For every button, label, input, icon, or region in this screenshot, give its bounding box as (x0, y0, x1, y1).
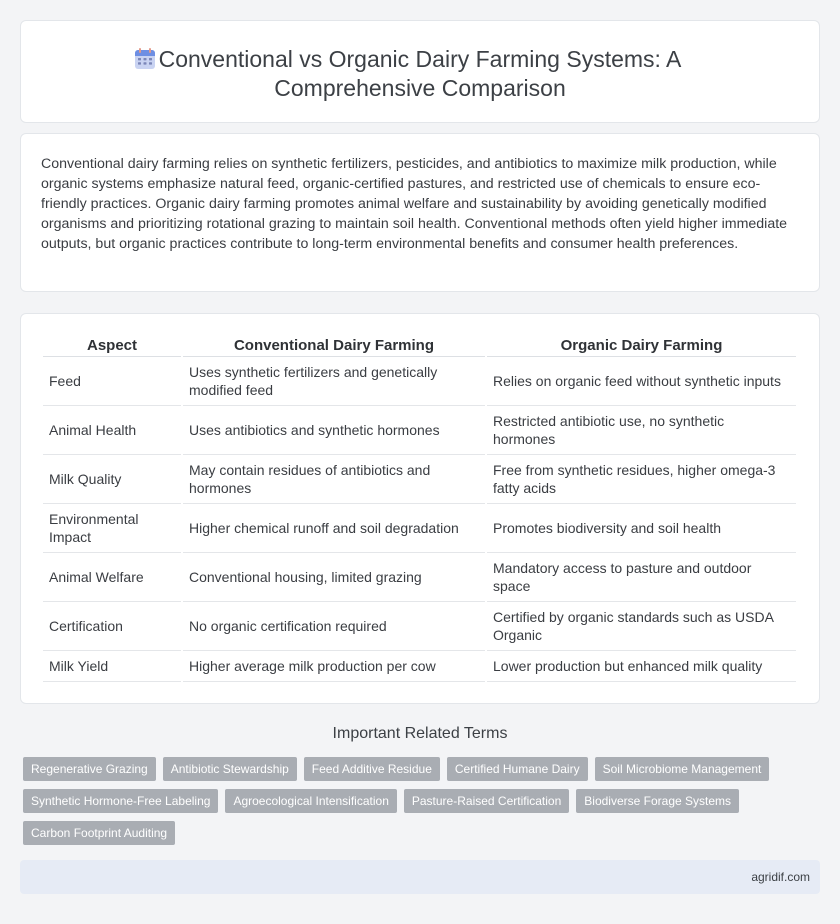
header-card (20, 20, 820, 123)
intro-card (20, 133, 820, 292)
cell-organic: Certified by organic standards such as USDA Organic (487, 602, 796, 651)
tag-carbon-footprint-auditing[interactable]: Carbon Footprint Auditing (23, 821, 175, 845)
cell-organic: Free from synthetic residues, higher omega-3 fatty acids (487, 455, 796, 504)
tag-agroecological-intensification[interactable]: Agroecological Intensification (225, 789, 396, 813)
cell-aspect: Milk Quality (43, 455, 181, 504)
cell-organic: Lower production but enhanced milk quality (487, 651, 796, 682)
cell-conventional: Higher chemical runoff and soil degradation (183, 504, 485, 553)
cell-conventional: Uses antibiotics and synthetic hormones (183, 406, 485, 455)
table-row (43, 651, 796, 682)
cell-aspect: Animal Health (43, 406, 181, 455)
cell-conventional: Conventional housing, limited grazing (183, 553, 485, 602)
table-row (43, 455, 796, 504)
cell-conventional: Uses synthetic fertilizers and genetically modified feed (183, 357, 485, 406)
tag-antibiotic-stewardship[interactable]: Antibiotic Stewardship (163, 757, 297, 781)
tag-soil-microbiome-management[interactable]: Soil Microbiome Management (595, 757, 770, 781)
intro-paragraph: Conventional dairy farming relies on synthetic fertilizers, pesticides, and antibiotics to maximize milk production, while organic systems emphasize natural feed, organic-certified pastures, and restricted use of chemicals to ensure eco-friendly practices. Organic dairy farming promotes animal welfare and sustainability by avoiding genetically modified organisms and prioritizing rotational grazing to maintain soil health. Conventional methods often yield higher immediate outputs, but organic practices contribute to long-term environmental benefits and consumer health preferences. (41, 156, 788, 252)
tag-feed-additive-residue[interactable]: Feed Additive Residue (304, 757, 440, 781)
tag-pasture-raised-certification[interactable]: Pasture-Raised Certification (404, 789, 569, 813)
related-terms-heading: Important Related Terms (332, 725, 508, 742)
comparison-table-card (20, 313, 820, 704)
cell-conventional: Higher average milk production per cow (183, 651, 485, 682)
cell-aspect: Feed (43, 357, 181, 406)
header-conventional: Conventional Dairy Farming (183, 334, 485, 357)
cell-conventional: May contain residues of antibiotics and hormones (183, 455, 485, 504)
tag-biodiverse-forage-systems[interactable]: Biodiverse Forage Systems (576, 789, 739, 813)
tag-synthetic-hormone-free-labeling[interactable]: Synthetic Hormone-Free Labeling (23, 789, 218, 813)
page-title: Conventional vs Organic Dairy Farming Systems: A Comprehensive Comparison (158, 46, 682, 101)
cell-conventional: No organic certification required (183, 602, 485, 651)
tag-regenerative-grazing[interactable]: Regenerative Grazing (23, 757, 156, 781)
cell-organic: Mandatory access to pasture and outdoor space (487, 553, 796, 602)
table-row (43, 553, 796, 602)
table-header-row (43, 334, 796, 357)
cell-organic: Restricted antibiotic use, no synthetic hormones (487, 406, 796, 455)
header-aspect: Aspect (43, 334, 181, 357)
cell-organic: Promotes biodiversity and soil health (487, 504, 796, 553)
cell-organic: Relies on organic feed without synthetic inputs (487, 357, 796, 406)
cell-aspect: Animal Welfare (43, 553, 181, 602)
table-row (43, 602, 796, 651)
cell-aspect: Milk Yield (43, 651, 181, 682)
footer (20, 860, 820, 894)
tag-certified-humane-dairy[interactable]: Certified Humane Dairy (447, 757, 588, 781)
related-terms-list (23, 757, 803, 845)
comparison-table (41, 334, 798, 682)
footer-site[interactable]: agridif.com (751, 870, 810, 884)
header-organic: Organic Dairy Farming (487, 334, 796, 357)
table-row (43, 504, 796, 553)
table-row (43, 357, 796, 406)
cell-aspect: Certification (43, 602, 181, 651)
cell-aspect: Environmental Impact (43, 504, 181, 553)
table-row (43, 406, 796, 455)
